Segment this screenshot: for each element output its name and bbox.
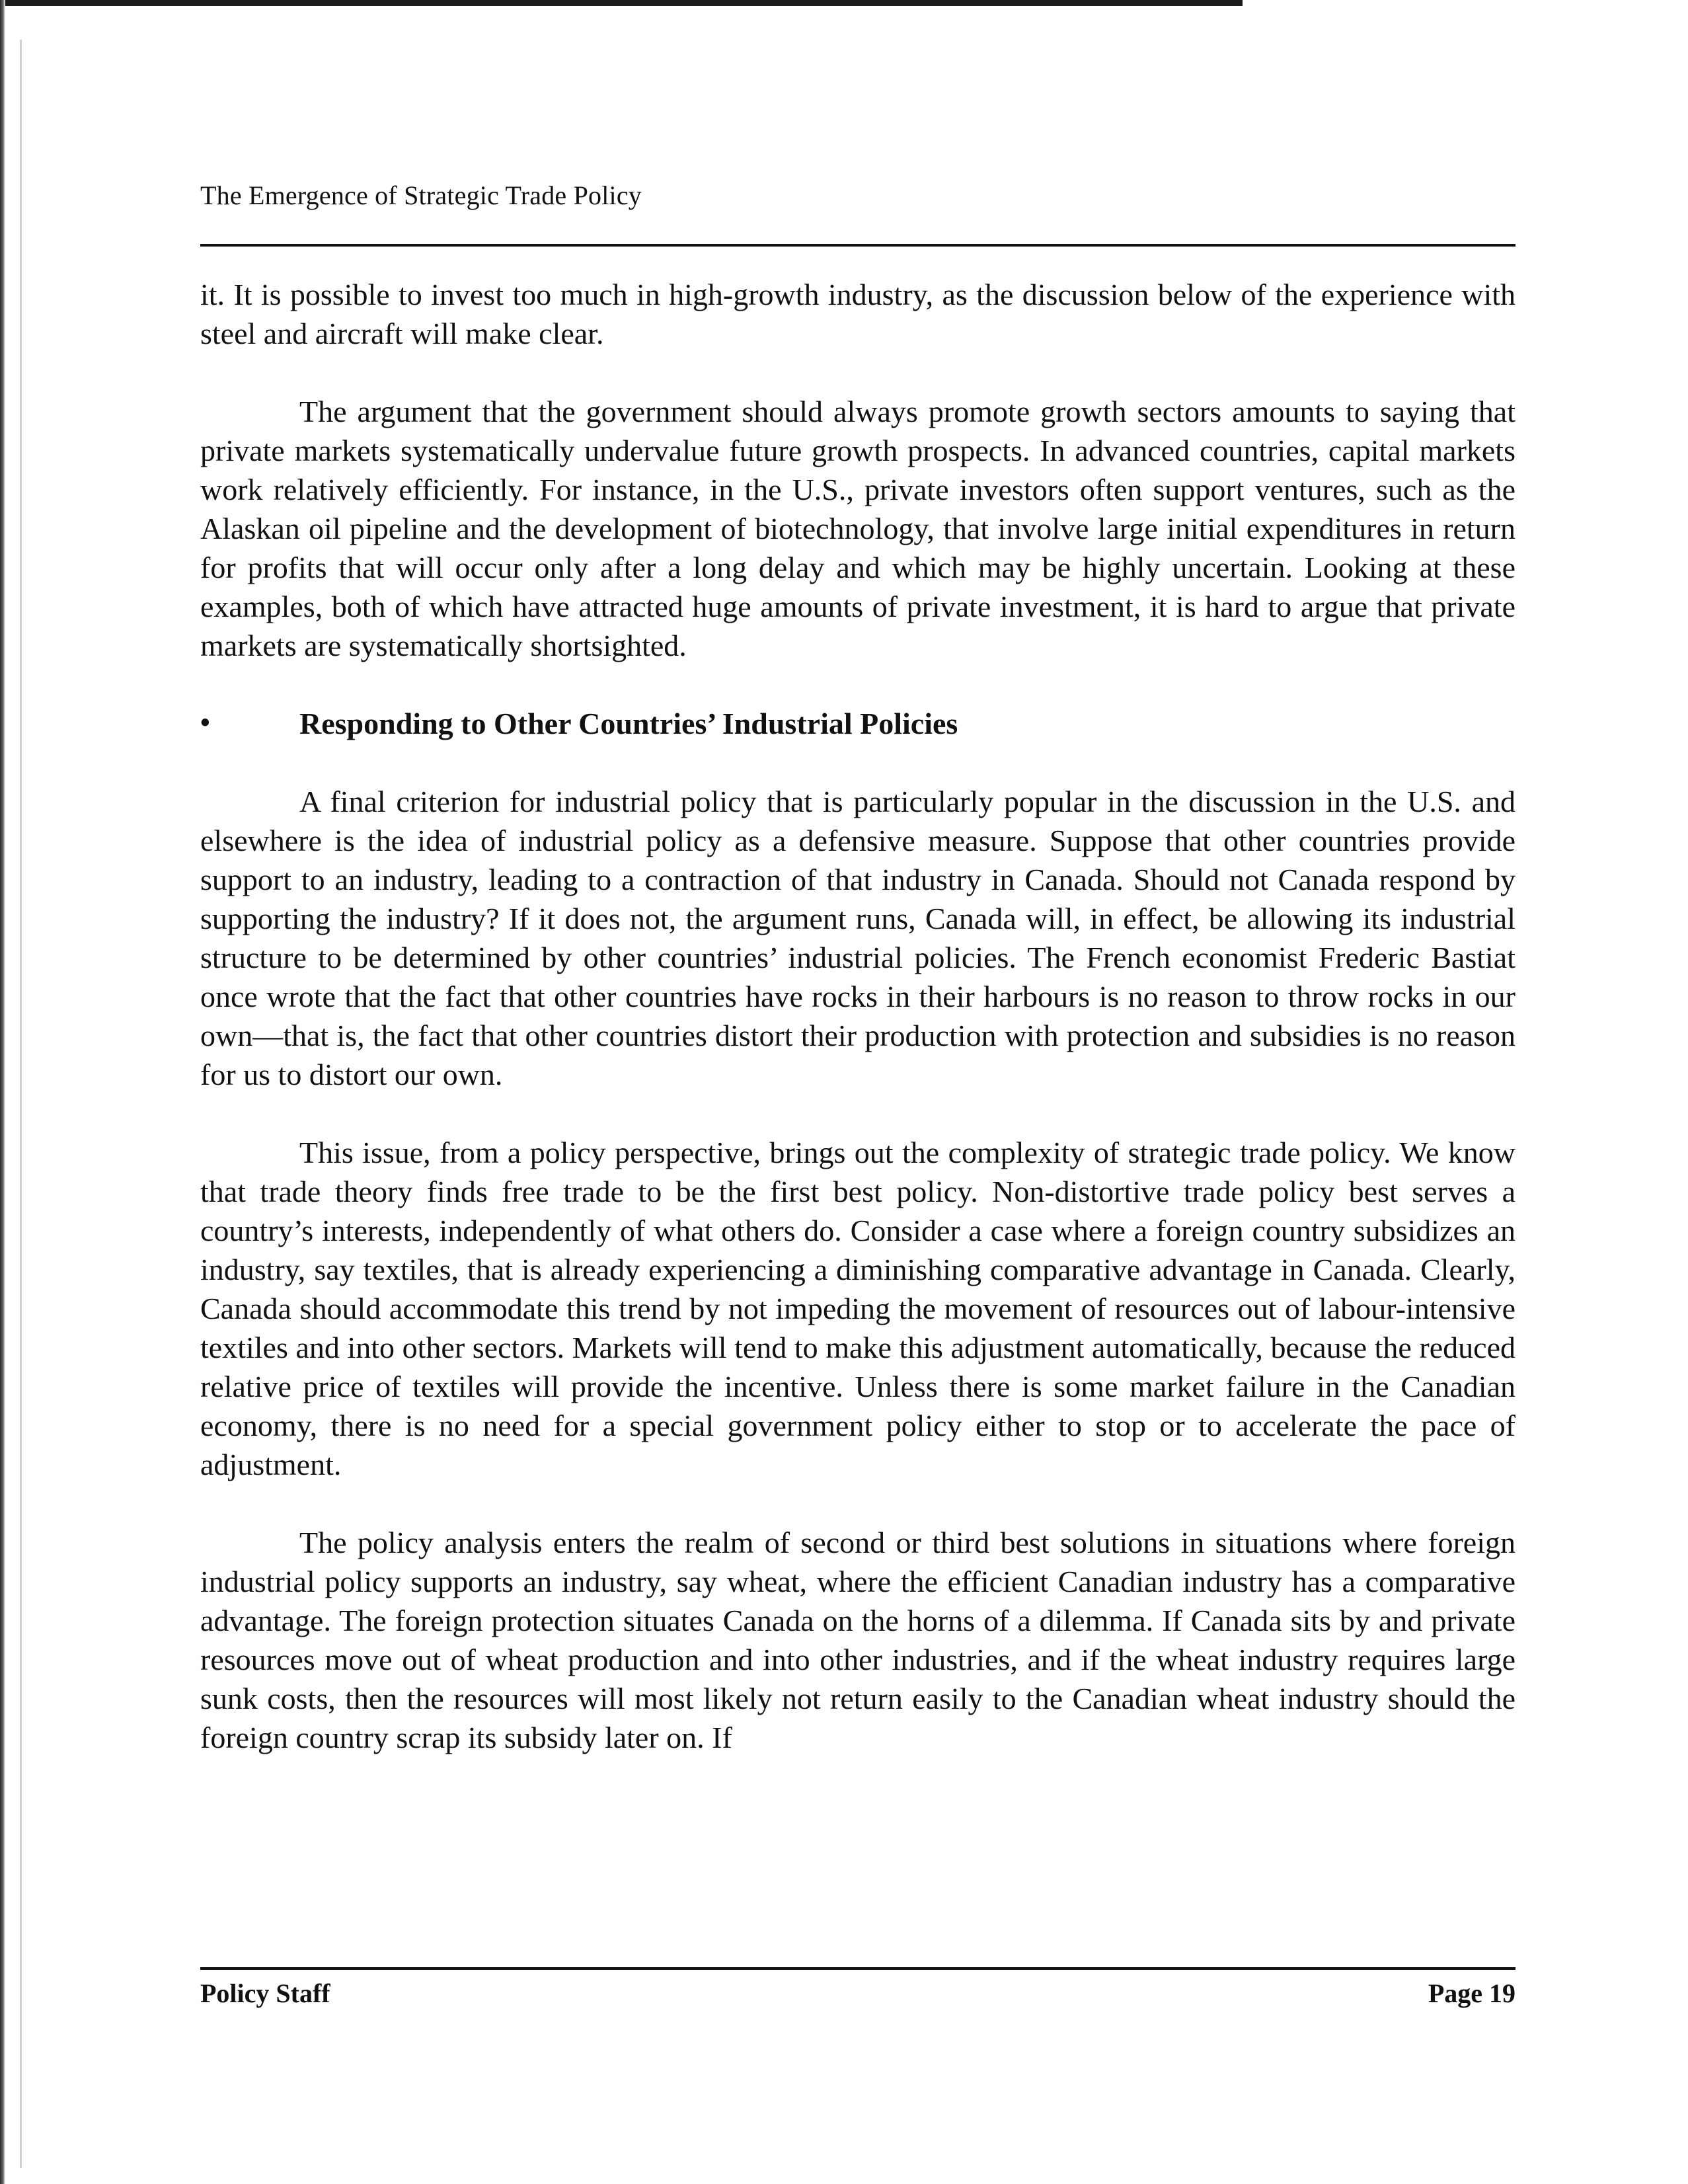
footer-rule <box>200 1967 1515 1970</box>
bullet-icon: • <box>200 708 210 738</box>
scan-binding-shadow <box>20 40 22 2168</box>
section-heading-text: Responding to Other Countries’ Industrial Policies <box>299 707 958 740</box>
scan-left-edge <box>0 0 5 2184</box>
paragraph-growth-sectors: The argument that the government should always promote growth sectors amounts to saying that private markets systematically undervalue future growth prospects. In advanced countries, capital markets work relatively efficiently. For instance, in the U.S., private investors often support ventures, such as the Alaskan oil pipeline and the development of biotechnology, that involve large initial expenditures in return for profits that will occur only after a long delay and which may be highly uncertain. Looking at these examples, both of which have attracted huge amounts of private investment, it is hard to argue that private markets are systematically shortsighted. <box>200 395 1515 662</box>
footer-author: Policy Staff <box>200 1978 330 2008</box>
paragraph-second-best: The policy analysis enters the realm of second or third best solutions in situations where foreign industrial policy supports an industry, say wheat, where the efficient Canadian industry has a comparative advantage. The foreign protection situates Canada on the horns of a dilemma. If Canada sits by and private resources move out of wheat production and into other industries, and if the wheat industry requires large sunk costs, then the resources will most likely not return easily to the Canadian wheat industry should the foreign country scrap its subsidy later on. If <box>200 1526 1515 1754</box>
section-heading <box>200 704 1515 743</box>
page-number: Page 19 <box>1428 1978 1515 2008</box>
running-header-title: The Emergence of Strategic Trade Policy <box>200 180 642 210</box>
paragraph-policy-perspective: This issue, from a policy perspective, brings out the complexity of strategic trade policy. We know that trade theory finds free trade to be the first best policy. Non-distortive trade policy best serves a country’s interests, independently of what others do. Consider a case where a foreign country subsidizes an industry, say textiles, that is already experiencing a diminishing comparative advantage in Canada. Clearly, Canada should accommodate this trend by not impeding the movement of resources out of labour-intensive textiles and into other sectors. Markets will tend to make this adjustment automatically, because the reduced relative price of textiles will provide the incentive. Unless there is some market failure in the Canadian economy, there is no need for a special government policy either to stop or to accelerate the pace of adjustment. <box>200 1136 1515 1481</box>
paragraph-continued: it. It is possible to invest too much in high-growth industry, as the discussion below of the experience with steel and aircraft will make clear. <box>200 278 1515 350</box>
header-rule <box>200 244 1515 247</box>
scan-top-edge <box>0 0 1243 6</box>
paragraph-defensive-measure: A final criterion for industrial policy that is particularly popular in the discussion in the U.S. and elsewhere is the idea of industrial policy as a defensive measure. Suppose that other countries provide support to an industry, leading to a contraction of that industry in Canada. Should not Canada respond by supporting the industry? If it does not, the argument runs, Canada will, in effect, be allowing its industrial structure to be determined by other countries’ industrial policies. The French economist Frederic Bastiat once wrote that the fact that other countries have rocks in their harbours is no reason to throw rocks in our own—that is, the fact that other countries distort their production with protection and subsidies is no reason for us to distort our own. <box>200 785 1515 1091</box>
body-text <box>200 275 1515 1757</box>
